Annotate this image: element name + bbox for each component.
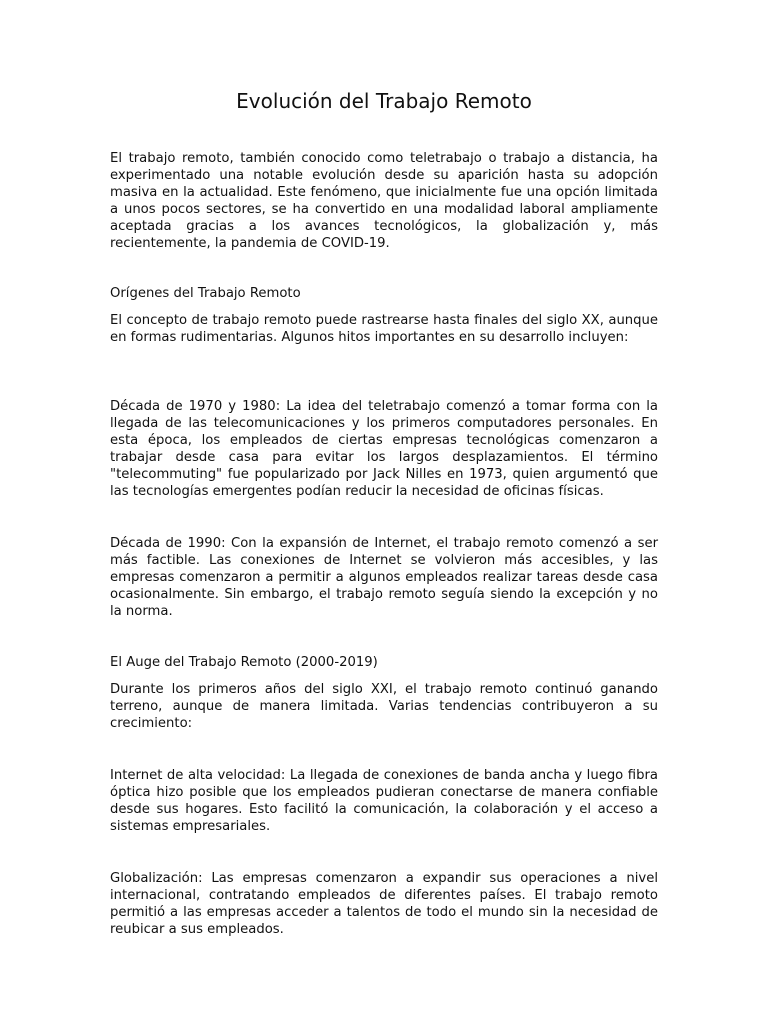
boom-intro-paragraph: Durante los primeros años del siglo XXI, el trabajo remoto continuó ganando terreno, aunque de manera limitada. Varias tendencias contribuyeron a su crecimiento: xyxy=(110,682,658,731)
section-heading-boom: El Auge del Trabajo Remoto (2000-2019) xyxy=(110,655,378,670)
origins-item-1970s: Década de 1970 y 1980: La idea del teletrabajo comenzó a tomar forma con la llegada de las telecomunicaciones y los primeros computadores personales. En esta época, los empleados de ciertas empresas tecnológicas comenzaron a trabajar desde casa para evitar los largos desplazamientos. El término "telecommuting" fue popularizado por Jack Nilles en 1973, quien argumentó que las tecnologías emergentes podían reducir la necesidad de oficinas físicas. xyxy=(110,399,658,499)
section-heading-origins: Orígenes del Trabajo Remoto xyxy=(110,286,301,301)
boom-item-internet: Internet de alta velocidad: La llegada de conexiones de banda ancha y luego fibra óptica hizo posible que los empleados pudieran conectarse de manera confiable desde sus hogares. Esto facilitó la comunicación, la colaboración y el acceso a sistemas empresariales. xyxy=(110,768,658,834)
origins-intro-paragraph: El concepto de trabajo remoto puede rastrearse hasta finales del siglo XX, aunque en formas rudimentarias. Algunos hitos importantes en su desarrollo incluyen: xyxy=(110,313,658,345)
intro-paragraph: El trabajo remoto, también conocido como teletrabajo o trabajo a distancia, ha experimentado una notable evolución desde su aparición hasta su adopción masiva en la actualidad. Este fenómeno, que inicialmente fue una opción limitada a unos pocos sectores, se ha convertido en una modalidad laboral ampliamente aceptada gracias a los avances tecnológicos, la globalización y, más recientemente, la pandemia de COVID-19. xyxy=(110,151,658,251)
document-title: Evolución del Trabajo Remoto xyxy=(236,89,532,113)
boom-item-globalization: Globalización: Las empresas comenzaron a expandir sus operaciones a nivel internacional, contratando empleados de diferentes países. El trabajo remoto permitió a las empresas acceder a talentos de todo el mundo sin la necesidad de reubicar a sus empleados. xyxy=(110,871,658,937)
origins-item-1990s: Década de 1990: Con la expansión de Internet, el trabajo remoto comenzó a ser más factible. Las conexiones de Internet se volvieron más accesibles, y las empresas comenzaron a permitir a algunos empleados realizar tareas desde casa ocasionalmente. Sin embargo, el trabajo remoto seguía siendo la excepción y no la norma. xyxy=(110,536,658,619)
